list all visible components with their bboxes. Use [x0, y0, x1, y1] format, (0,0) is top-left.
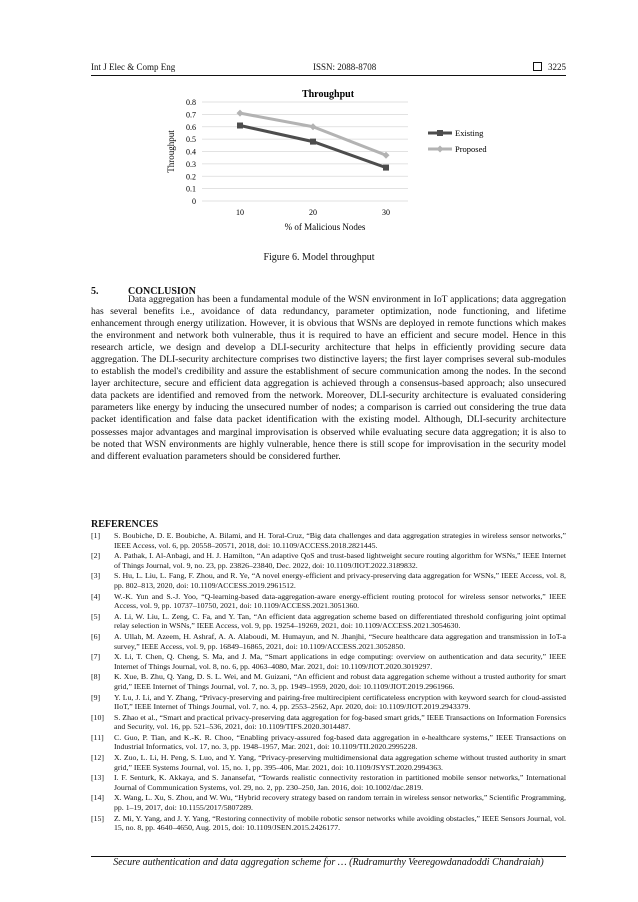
x-tick-label: 30 — [382, 208, 390, 217]
reference-text: W.-K. Yun and S.-J. Yoo, “Q-learning-based data-aggregation-aware energy-efficient routing protocol for wireless sensor networks,” IEEE Access, vol. 9, pp. 10737–10750, 2021, doi: 10.1109/ACCESS.2021.3051360. — [114, 591, 566, 611]
page-footer: Secure authentication and data aggregation scheme for … (Rudramurthy Veeregowdanadoddi Chandraiah) — [113, 857, 544, 868]
reference-text: X. Wang, L. Xu, S. Zhou, and W. Wu, “Hybrid recovery strategy based on random terrain in wireless sensor networks,” Scientific Programming, pp. 1–19, 2017, doi: 10.1155/2017/5807289. — [114, 793, 566, 813]
y-tick-label: 0.1 — [186, 184, 196, 194]
reference-item — [91, 551, 566, 570]
data-point-existing — [237, 123, 243, 129]
reference-number: [11] — [91, 732, 104, 742]
reference-number: [14] — [91, 793, 104, 803]
chart-title: Throughput — [301, 89, 355, 100]
reference-text: I. F. Senturk, K. Akkaya, and S. Janansefat, “Towards realistic connectivity restoration in partitioned mobile sensor networks,” International Journal of Communication Systems, vol. 29, no. 2, pp. 230–250, Jan. 2016, doi: 10.1002/dac.2819. — [114, 773, 566, 792]
reference-number: [6] — [91, 631, 101, 641]
y-tick-label: 0.8 — [186, 98, 196, 107]
x-tick-label: 10 — [236, 208, 244, 217]
reference-number: [2] — [91, 551, 101, 561]
y-tick-label: 0.6 — [186, 122, 196, 132]
y-tick-label: 0.2 — [186, 172, 196, 182]
issn: ISSN: 2088-8708 — [313, 62, 377, 72]
reference-number: [4] — [91, 591, 101, 601]
x-tick-label: 20 — [309, 208, 317, 217]
reference-item — [91, 672, 566, 691]
reference-text: X. Li, T. Chen, Q. Cheng, S. Ma, and J. Ma, “Smart applications in edge computing: overview on authentication and data security,” IEEE Internet of Things Journal, vol. 8, no. 6, pp. 4063–4080, Mar. 2021, doi: 10.1109/JIOT.2020.3019297. — [114, 652, 566, 671]
reference-number: [5] — [91, 611, 101, 621]
reference-text: A. Ullah, M. Azeem, H. Ashraf, A. A. Alaboudi, M. Humayun, and N. Jhanjhi, “Secure healthcare data aggregation and transmission in IoT-a survey,” IEEE Access, vol. 9, pp. 16849–16865, 2021, doi: 10.1109/ACCESS.2021.3052850. — [114, 631, 566, 651]
reference-text: S. Hu, L. Liu, L. Fang, F. Zhou, and R. Ye, “A novel energy-efficient and privacy-preserving data aggregation for WSNs,” IEEE Access, vol. 8, pp. 802–813, 2020, doi: 10.1109/ACCESS.2019.2961512. — [114, 571, 566, 590]
y-axis-label: Throughput — [166, 130, 176, 173]
y-tick-label: 0.5 — [186, 135, 196, 145]
legend-marker-proposed — [437, 146, 444, 153]
reference-text: Y. Lu, J. Li, and Y. Zhang, “Privacy-preserving and pairing-free multirecipient certificateless encryption with keyword search for cloud-assisted IIoT,” IEEE Internet of Things Journal, vol. 7, no. 4, pp. 2553–2562, Apr. 2020, doi: 10.1109/JIOT.2019.2943379. — [114, 692, 566, 712]
data-point-existing — [310, 139, 316, 145]
figure-caption: Figure 6. Model throughput — [263, 252, 375, 263]
data-point-existing — [383, 165, 389, 171]
reference-item — [91, 693, 566, 712]
reference-text: S. Zhao et al., “Smart and practical privacy-preserving data aggregation for fog-based smart grids,” IEEE Transactions on Information Forensics and Security, vol. 16, pp. 521–536, 2021, doi: 10.1109/TIFS.2020.3014487. — [114, 712, 566, 732]
reference-number: [8] — [91, 672, 101, 682]
reference-number: [9] — [91, 692, 101, 702]
reference-text: A. Li, W. Liu, L. Zeng, C. Fa, and Y. Tan, “An efficient data aggregation scheme based on differentiated threshold configuring joint optimal relay selection in WSNs,” IEEE Access, vol. 9, pp. 19254–19269, 2021, doi: 10.1109/ACCESS.2021.3054630. — [114, 611, 566, 631]
legend-label: Proposed — [455, 144, 487, 154]
reference-item — [91, 773, 566, 792]
reference-number: [1] — [91, 531, 101, 540]
references-list — [91, 531, 566, 834]
reference-number: [3] — [91, 571, 101, 581]
reference-number: [12] — [91, 753, 104, 763]
reference-item — [91, 713, 566, 732]
reference-text: X. Zuo, L. Li, H. Peng, S. Luo, and Y. Yang, “Privacy-preserving multidimensional data aggregation scheme without trusted authority in smart grid,” IEEE Systems Journal, vol. 15, no. 1, pp. 395–406, Mar. 2021, doi: 10.1109/JSYST.2020.2994363. — [114, 753, 566, 772]
reference-number: [15] — [91, 813, 104, 823]
reference-item — [91, 531, 566, 550]
x-axis-label: % of Malicious Nodes — [284, 222, 366, 232]
series-line-proposed — [240, 113, 386, 155]
y-tick-label: 0.4 — [186, 147, 196, 157]
page-number-group — [533, 62, 566, 72]
reference-text: Z. Mi, Y. Yang, and J. Y. Yang, “Restoring connectivity of mobile robotic sensor networks while avoiding obstacles,” IEEE Sensors Journal, vol. 15, no. 8, pp. 4640–4650, Aug. 2015, doi: 10.1109/JSEN.2015.2426177. — [114, 813, 566, 833]
reference-text: K. Xue, B. Zhu, Q. Yang, D. S. L. Wei, and M. Guizani, “An efficient and robust data aggregation scheme without a trusted authority for smart grid,” IEEE Internet of Things Journal, vol. 7, no. 3, pp. 1949–1959, 2020, doi: 10.1109/JIOT.2019.2961966. — [114, 672, 566, 691]
reference-item — [91, 571, 566, 590]
throughput-chart — [160, 85, 500, 235]
reference-item — [91, 733, 566, 752]
reference-number: [7] — [91, 652, 101, 662]
reference-number: [10] — [91, 712, 104, 722]
y-tick-label: 0.3 — [186, 159, 196, 169]
square-bullet-icon — [533, 62, 542, 71]
page-header — [91, 62, 566, 76]
data-point-proposed — [237, 110, 244, 117]
conclusion-paragraph: Data aggregation has been a fundamental module of the WSN environment in IoT applications; data aggregation has several benefits i.e., avoidance of data redundancy, parameter optimization, node functioning, and lifetime enhancement through energy utilization. However, it is obvious that WSNs are deployed in remote functions which makes the environment and network both vulnerable, thus it is required to have an efficient and secure model. Hence in this research article, we design and develop a DLI-security architecture that helps in efficiently providing secure data aggregation. The DLI-security architecture comprises two distinctive layers; the first layer comprises several sub-modules to establish the model's credibility and assure the establishment of secure communication among the nodes. In the second layer architecture, secure and efficient data aggregation is achieved through a consensus-based approach; also unsecured data packets are identified and removed from the network. Moreover, DLI-security architecture is evaluated considering parameters like energy by inducing the unsecured number of nodes; a comparison is carried out considering the true data packet identification and false data packet identification with the existing model. Although, DLI-security architecture possesses major advantages and marginal improvisation is observed while evaluating secure data aggregation; it is also to be noted that WSN environments are highly vulnerable, hence there is still scope for improvisation in the security model and different evaluation parameters should be considered further. — [91, 294, 566, 462]
page-number: 3225 — [548, 62, 566, 72]
section-title: CONCLUSION — [128, 286, 196, 297]
y-tick-label: 0 — [192, 197, 196, 206]
reference-number: [13] — [91, 773, 104, 783]
reference-item — [91, 632, 566, 651]
reference-item — [91, 793, 566, 812]
reference-item — [91, 652, 566, 671]
reference-item — [91, 814, 566, 833]
section-number: 5. — [91, 286, 99, 297]
reference-item — [91, 753, 566, 772]
legend-label: Existing — [455, 128, 484, 138]
reference-item — [91, 592, 566, 611]
header-rule — [91, 75, 566, 76]
references-heading: REFERENCES — [91, 519, 159, 530]
legend-marker-existing — [437, 130, 443, 136]
reference-text: A. Pathak, I. Al-Anbagi, and H. J. Hamilton, “An adaptive QoS and trust-based lightweight secure routing algorithm for WSNs,” IEEE Internet of Things Journal, vol. 9, no. 23, pp. 23826–23840, Dec. 2022, doi: 10.1109/JIOT.2022.3189832. — [114, 551, 566, 570]
reference-item — [91, 612, 566, 631]
journal-name: Int J Elec & Comp Eng — [91, 62, 176, 72]
reference-text: C. Guo, P. Tian, and K.-K. R. Choo, “Enabling privacy-assured fog-based data aggregation in e-healthcare systems,” IEEE Transactions on Industrial Informatics, vol. 17, no. 3, pp. 1948–1957, Mar. 2021, doi: 10.1109/TII.2020.2995228. — [114, 732, 566, 752]
y-tick-label: 0.7 — [186, 110, 196, 120]
reference-text: S. Boubiche, D. E. Boubiche, A. Bilami, and H. Toral-Cruz, “Big data challenges and data aggregation strategies in wireless sensor networks,” IEEE Access, vol. 6, pp. 20558–20571, 2018, doi: 10.1109/ACCESS.2018.2821445. — [114, 531, 566, 550]
